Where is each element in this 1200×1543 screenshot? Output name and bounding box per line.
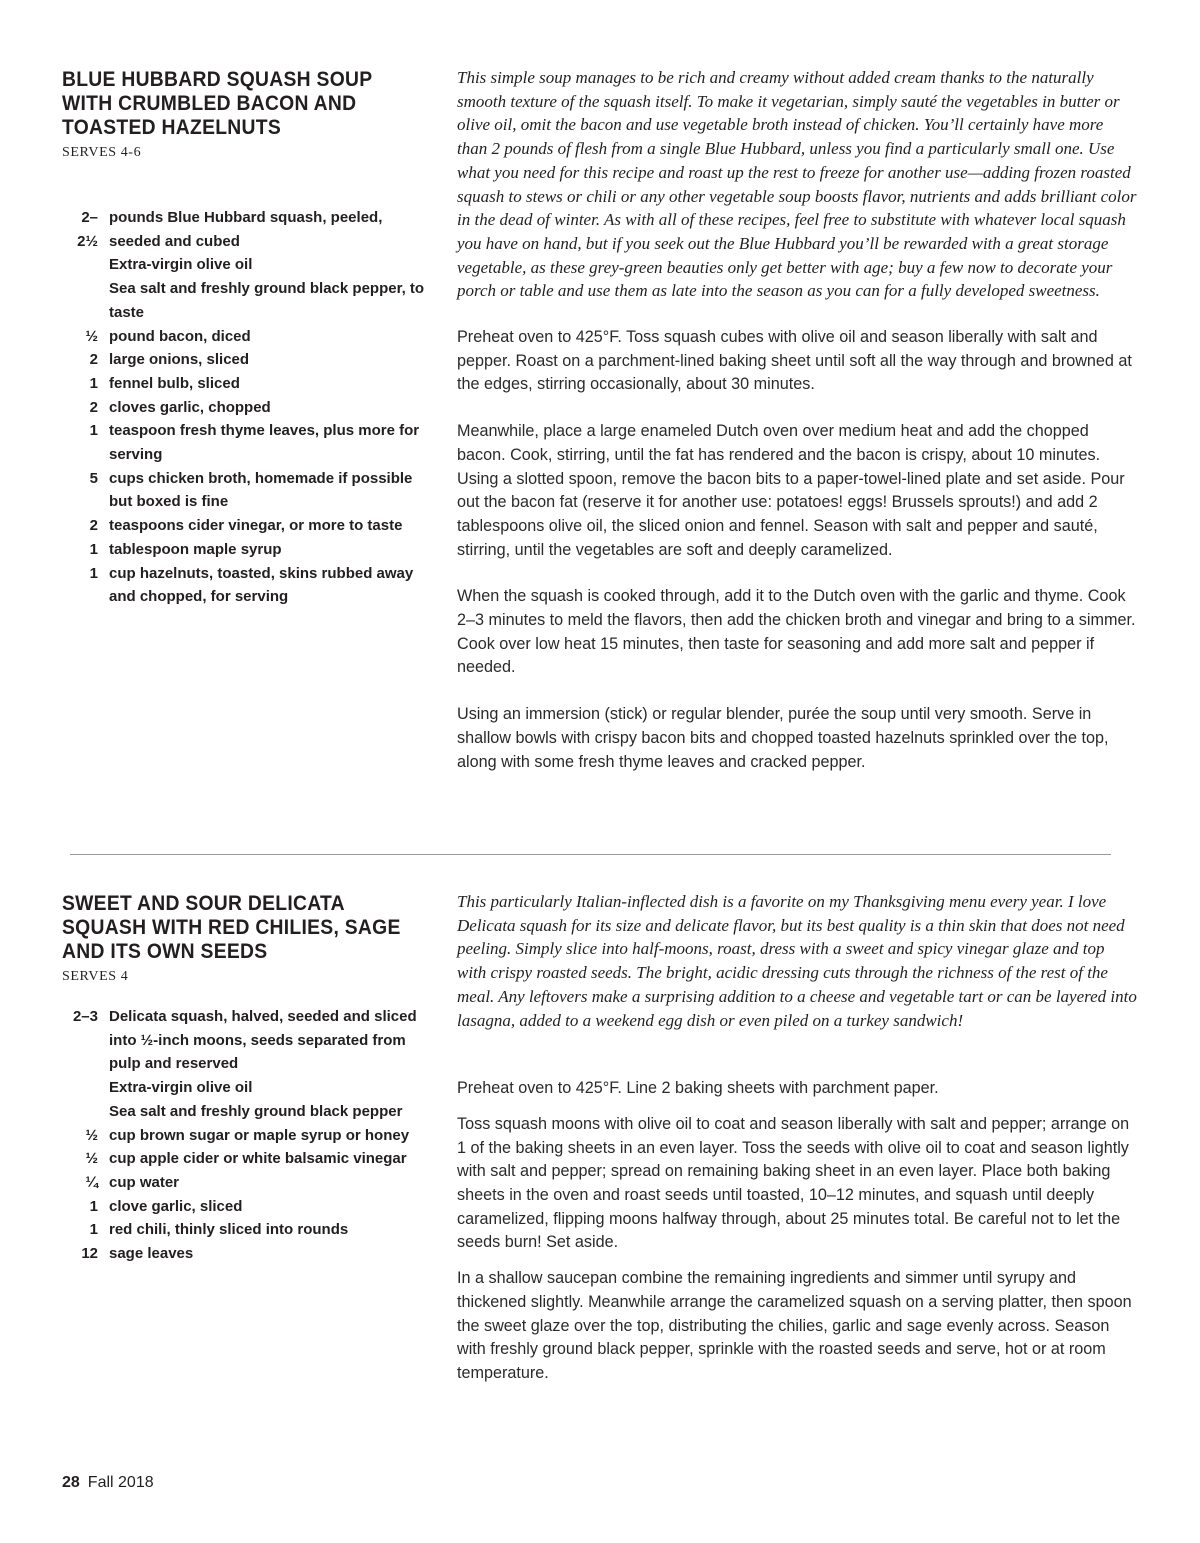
ingredient-quantity: 1: [89, 422, 98, 440]
ingredient-text: Sea salt and freshly ground black pepper: [109, 1102, 403, 1120]
ingredient-item: [62, 253, 434, 277]
ingredient-list: [62, 1005, 434, 1266]
ingredient-text: Extra-virgin olive oil: [109, 1079, 253, 1097]
ingredient-item: [62, 562, 434, 609]
ingredient-item: [62, 1005, 434, 1076]
ingredient-quantity: 1: [89, 540, 98, 558]
ingredient-quantity: 1: [89, 564, 98, 582]
method-step: Using an immersion (stick) or regular blender, purée the soup until very smooth. Serve in shallow bowls with crispy bacon bits and chopped toasted hazelnuts sprinkled over the top, along with some fresh thyme leaves and cracked pepper.: [457, 705, 1109, 771]
recipe-title: BLUE HUBBARD SQUASH SOUP WITH CRUMBLED BACON AND TOASTED HAZELNUTS: [62, 68, 373, 139]
ingredient-quantity: ½: [85, 1150, 98, 1168]
ingredient-quantity: 1: [89, 1221, 98, 1239]
recipe-intro: This simple soup manages to be rich and creamy without added cream thanks to the naturally smooth texture of the squash itself. To make it vegetarian, simply sauté the vegetables in butter or olive oil, omit the bacon and use vegetable broth instead of chicken. You’ll certainly have more than 2 pounds of flesh from a single Blue Hubbard, unless you find a particularly small one. Use what you need for this recipe and roast up the rest to freeze for another use—adding frozen roasted squash to stews or chili or any other vegetable soup boosts flavor, nutrients and adds brilliant color in the dead of winter. As with all of these recipes, feel free to substitute with whatever local squash you have on hand, but if you seek out the Blue Hubbard you’ll be rewarded with a great storage vegetable, as these grey-green beauties only get better with age; buy a few now to decorate your porch or table and use them as late into the season as you can for a fully developed sweetness.: [457, 68, 1137, 301]
ingredient-text: cloves garlic, chopped: [109, 398, 271, 416]
method-step: Toss squash moons with olive oil to coat and season liberally with salt and pepper; arrange on 1 of the baking sheets in an even layer. Toss the seeds with olive oil to coat and season lightly with salt and pepper; spread on remaining baking sheet in an even layer. Place both baking sheets in the oven and roast seeds until toasted, 10–12 minutes, and squash until deeply caramelized, flipping moons halfway through, about 25 minutes total. Be careful not to let the seeds burn! Set aside.: [457, 1114, 1130, 1252]
ingredient-item: [62, 348, 434, 372]
ingredient-text: red chili, thinly sliced into rounds: [109, 1221, 349, 1239]
page-number: 28: [62, 1474, 80, 1491]
ingredient-item: [62, 1218, 434, 1242]
ingredient-text: cups chicken broth, homemade if possible but boxed is fine: [109, 469, 413, 511]
ingredient-text: Sea salt and freshly ground black pepper, to taste: [109, 280, 425, 321]
issue-label: Fall 2018: [87, 1474, 154, 1491]
ingredient-text: cup water: [109, 1173, 180, 1191]
ingredient-text: Delicata squash, halved, seeded and sliced into ½-inch moons, seeds separated from pulp and reserved: [109, 1008, 417, 1073]
ingredient-item: [62, 514, 434, 538]
ingredient-text: clove garlic, sliced: [109, 1197, 243, 1215]
ingredient-item: [62, 1195, 434, 1219]
ingredient-item: [62, 538, 434, 562]
ingredient-item: [62, 1147, 434, 1171]
ingredient-quantity: 2: [89, 517, 98, 535]
recipe-intro: This particularly Italian-inflected dish is a favorite on my Thanksgiving menu every year. I love Delicata squash for its size and delicate flavor, but its best quality is a thin skin that does not need peeling. Simply slice into half-moons, roast, dress with a sweet and spicy vinegar glaze and top with crispy roasted seeds. The bright, acidic dressing cuts through the richness of the rest of the meal. Any leftovers make a surprising addition to a cheese and vegetable tart or can be layered into lasagna, added to a weekend egg dish or even piled on a turkey sandwich!: [457, 892, 1137, 1030]
ingredient-text: teaspoon fresh thyme leaves, plus more for serving: [109, 422, 420, 464]
ingredient-item: [62, 277, 434, 324]
recipe-title: SWEET AND SOUR DELICATA SQUASH WITH RED CHILIES, SAGE AND ITS OWN SEEDS: [62, 892, 401, 963]
ingredient-item: [62, 396, 434, 420]
ingredient-text: large onions, sliced: [109, 351, 250, 369]
method-step: Preheat oven to 425°F. Toss squash cubes with olive oil and season liberally with salt and pepper. Roast on a parchment-lined baking sheet until soft all the way through and browned at the edges, stirring occasionally, about 30 minutes.: [457, 328, 1132, 394]
ingredient-text: fennel bulb, sliced: [109, 374, 240, 392]
ingredient-quantity: 2: [89, 351, 98, 369]
method-step: Meanwhile, place a large enameled Dutch oven over medium heat and add the chopped bacon. Cook, stirring, until the fat has rendered and the bacon is crispy, about 10 minutes. Using a slotted spoon, remove the bacon bits to a paper-towel-lined plate and set aside. Pour out the bacon fat (reserve it for another use: potatoes! eggs! Brussels sprouts!) and add 2 tablespoons olive oil, the sliced onion and fennel. Season with salt and pepper and sauté, stirring, until the vegetables are soft and deeply caramelized.: [457, 422, 1125, 559]
ingredient-item: [62, 1124, 434, 1148]
ingredient-quantity: 2: [89, 398, 98, 416]
ingredient-quantity: 2–2½: [77, 209, 98, 250]
ingredient-text: Extra-virgin olive oil: [109, 256, 253, 274]
ingredient-quantity: ¼: [85, 1173, 98, 1191]
ingredient-quantity: ½: [85, 1126, 98, 1144]
page-footer: [62, 1474, 154, 1492]
ingredient-quantity: 12: [81, 1245, 98, 1263]
serves-label: SERVES 4: [62, 969, 129, 984]
method-step: Preheat oven to 425°F. Line 2 baking sheets with parchment paper.: [457, 1079, 939, 1098]
method-step: When the squash is cooked through, add it to the Dutch oven with the garlic and thyme. Cook 2–3 minutes to meld the flavors, then add the chicken broth and vinegar and bring to a simmer. Cook over low heat 15 minutes, then taste for seasoning and add more salt and pepper if needed.: [457, 587, 1136, 677]
ingredient-quantity: 1: [89, 1197, 98, 1215]
ingredient-item: [62, 419, 434, 466]
ingredient-text: pounds Blue Hubbard squash, peeled, seeded and cubed: [109, 209, 383, 250]
ingredient-item: [62, 325, 434, 349]
ingredient-item: [62, 372, 434, 396]
ingredient-item: [62, 1242, 434, 1266]
method-step: In a shallow saucepan combine the remaining ingredients and simmer until syrupy and thickened slightly. Meanwhile arrange the caramelized squash on a serving platter, then spoon the sweet glaze over the top, distributing the chilies, garlic and sage evenly across. Season with freshly ground black pepper, sprinkle with the roasted seeds and serve, hot or at room temperature.: [457, 1269, 1132, 1382]
ingredient-item: [62, 206, 434, 253]
ingredient-text: teaspoons cider vinegar, or more to taste: [109, 517, 403, 535]
ingredient-text: pound bacon, diced: [109, 327, 251, 345]
ingredient-quantity: 2–3: [72, 1008, 98, 1025]
ingredient-text: cup brown sugar or maple syrup or honey: [109, 1126, 410, 1144]
serves-label: SERVES 4-6: [62, 145, 142, 160]
ingredient-text: tablespoon maple syrup: [109, 540, 282, 558]
ingredient-item: [62, 1076, 434, 1100]
ingredient-quantity: 1: [89, 374, 98, 392]
ingredient-text: cup apple cider or white balsamic vinegar: [109, 1150, 407, 1168]
ingredient-item: [62, 1171, 434, 1195]
ingredient-quantity: ½: [85, 327, 98, 345]
ingredient-quantity: 5: [89, 469, 98, 487]
section-divider: [70, 854, 1111, 855]
ingredient-text: cup hazelnuts, toasted, skins rubbed away and chopped, for serving: [109, 564, 414, 606]
ingredient-text: sage leaves: [109, 1245, 194, 1263]
ingredient-item: [62, 1100, 434, 1124]
ingredient-item: [62, 467, 434, 514]
ingredient-list: [62, 206, 434, 609]
